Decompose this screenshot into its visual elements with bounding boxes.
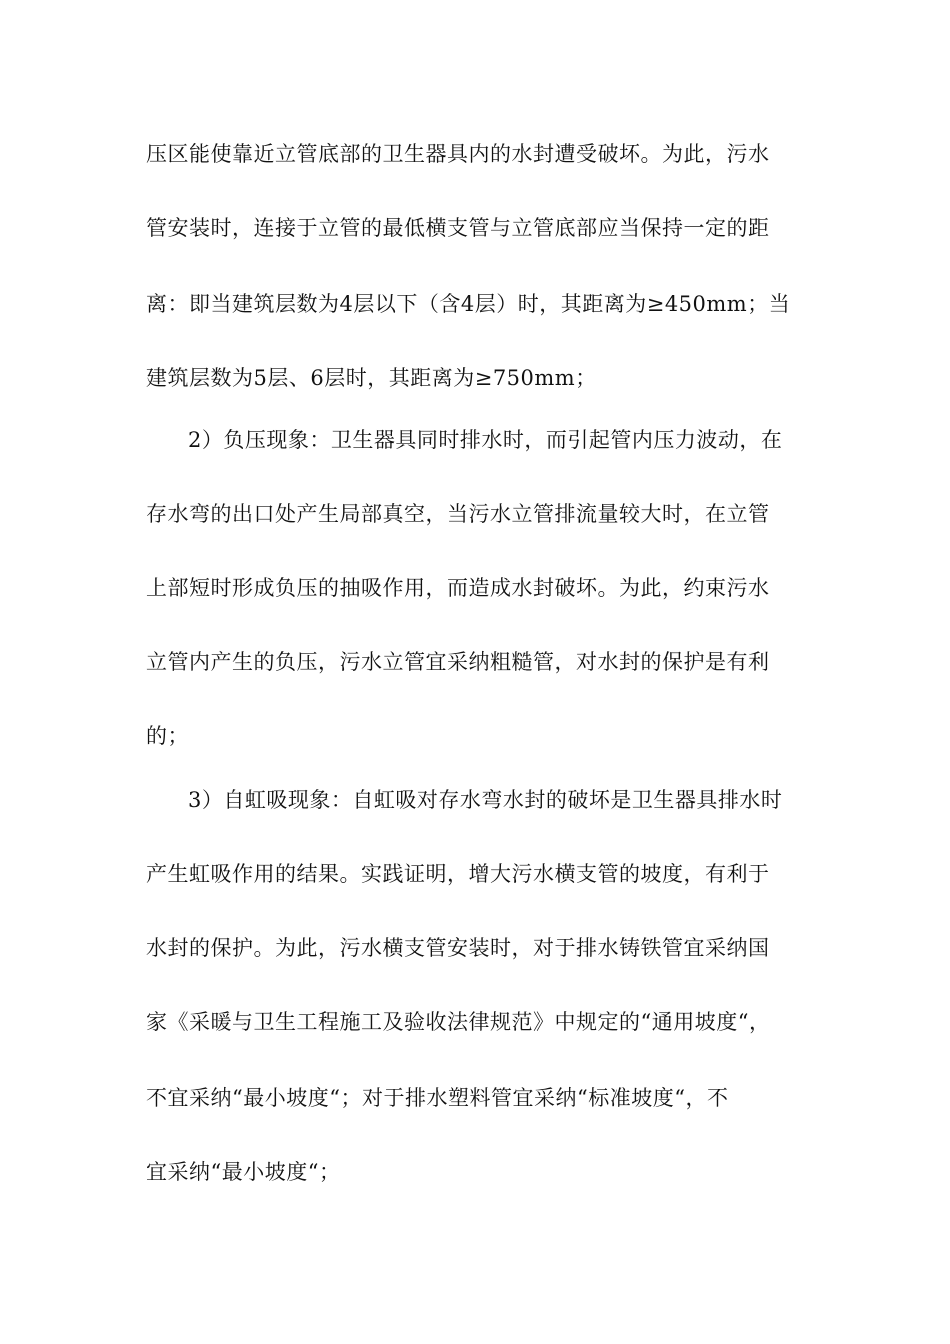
text-line-7: 上部短时形成负压的抽吸作用，而造成水封破坏。为此，约束污水: [146, 576, 770, 600]
text-line-14: 不宜采纳“最小坡度“；对于排水塑料管宜采纳“标准坡度“，不: [146, 1086, 729, 1110]
text-line-12: 水封的保护。为此，污水横支管安装时，对于排水铸铁管宜采纳国: [146, 936, 770, 960]
paragraph-2-first-line: 2）负压现象：卫生器具同时排水时，而引起管内压力波动，在: [188, 428, 783, 452]
paragraph-3-first-line: 3）自虹吸现象：自虹吸对存水弯水封的破坏是卫生器具排水时: [188, 788, 783, 812]
text-line-1: 压区能使靠近立管底部的卫生器具内的水封遭受破坏。为此，污水: [146, 142, 770, 166]
text-line-8: 立管内产生的负压，污水立管宜采纳粗糙管，对水封的保护是有利: [146, 650, 770, 674]
text-line-11: 产生虹吸作用的结果。实践证明，增大污水横支管的坡度，有利于: [146, 862, 770, 886]
text-line-6: 存水弯的出口处产生局部真空，当污水立管排流量较大时，在立管: [146, 502, 770, 526]
text-line-15: 宜采纳“最小坡度“；: [146, 1160, 341, 1184]
text-line-2: 管安装时，连接于立管的最低横支管与立管底部应当保持一定的距: [146, 216, 770, 240]
text-line-13: 家《采暖与卫生工程施工及验收法律规范》中规定的“通用坡度“，: [146, 1010, 771, 1034]
text-line-3: 离：即当建筑层数为4层以下（含4层）时，其距离为≥450mm；当: [146, 292, 791, 316]
text-line-4: 建筑层数为5层、6层时，其距离为≥750mm；: [146, 366, 597, 390]
text-line-9: 的；: [146, 724, 189, 748]
